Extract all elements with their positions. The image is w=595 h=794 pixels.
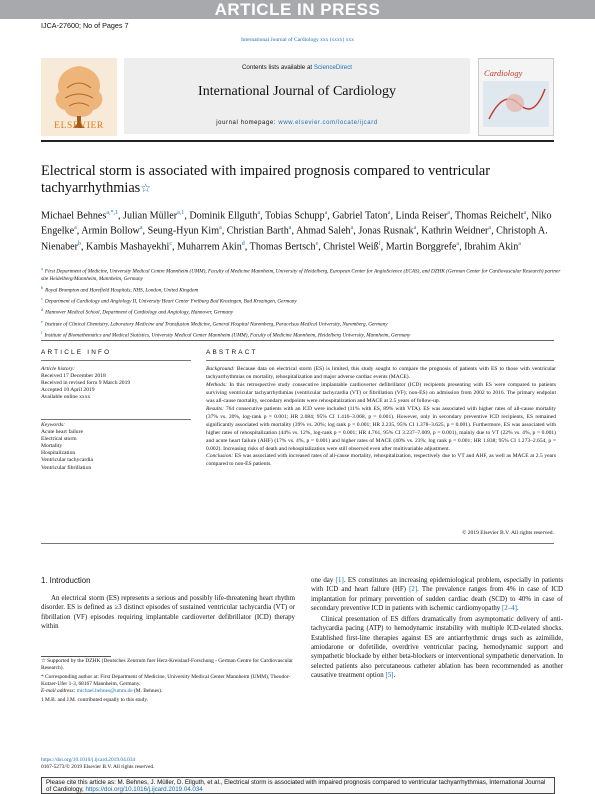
reference-link-1[interactable]: [1] bbox=[335, 577, 344, 584]
history-item: Accepted 10 April 2019 bbox=[41, 386, 95, 393]
author-name[interactable]: Kambis Mashayekhi bbox=[86, 241, 170, 253]
history-item: Received 17 December 2018 bbox=[41, 372, 106, 379]
keyword-item[interactable]: Ventricular tachycardia bbox=[41, 457, 94, 464]
author-separator: , bbox=[327, 210, 333, 222]
keywords-block bbox=[41, 422, 191, 472]
author-affiliation-marker[interactable]: a bbox=[288, 225, 292, 232]
para2-text-b: . ES constitutes an increasing epidemiological problem, especially in patients with ICD and heart failure (HF) bbox=[311, 577, 564, 594]
citation-doi-link[interactable]: https://doi.org/10.1016/j.ijcard.2019.04.034 bbox=[85, 786, 203, 794]
keywords-label: Keywords: bbox=[41, 422, 66, 428]
affiliation-label: c bbox=[41, 296, 43, 302]
abstract-body bbox=[206, 366, 556, 469]
author-affiliation-marker[interactable]: a bbox=[488, 225, 492, 232]
author-name[interactable]: Tobias Schupp bbox=[265, 210, 325, 222]
article-title-text: Electrical storm is associated with impaired prognosis compared to ventricular tachyarrhythmias bbox=[41, 163, 491, 196]
author-affiliation-marker[interactable]: a bbox=[324, 210, 328, 216]
keywords-list bbox=[41, 429, 191, 472]
contents-line bbox=[124, 64, 470, 71]
affiliation-text: Institute of Biomathematics and Medical Statistics, University Medical Center Mannheim (UMM), Faculty of Medicine Mannheim, Heidelberg University, Mannheim, Germany bbox=[44, 332, 411, 339]
author-affiliation-marker[interactable]: b bbox=[78, 240, 81, 247]
affiliation-label: a bbox=[41, 266, 43, 271]
author-name[interactable]: Michael Behnes bbox=[41, 210, 107, 222]
footnote-equal-contribution: 1 M.B. and J.M. contributed equally to this study. bbox=[41, 697, 149, 704]
intro-column-2 bbox=[311, 576, 563, 680]
sciencedirect-link[interactable]: ScienceDirect bbox=[313, 64, 353, 71]
affiliation-label: d bbox=[41, 307, 44, 313]
affiliation-text: Hannover Medical School, Department of Cardiology and Angiology, Hannover, Germany bbox=[45, 310, 234, 317]
para2-text-a: one day bbox=[311, 577, 336, 584]
author-separator: , bbox=[171, 241, 178, 253]
affiliation-label: f bbox=[41, 329, 43, 335]
intro-paragraph-1: An electrical storm (ES) represents a serious and possibly life-threatening heart rhythm disorder. ES is defined as ≥3 distinct episodes of sustained ventricular tachycardia (VT) or fibrillation (VF) episodes requiring implantable cardioverter defibrillator (ICD) therapy within bbox=[41, 595, 295, 631]
affiliation-label: e bbox=[41, 318, 43, 324]
homepage-label: journal homepage: bbox=[216, 120, 279, 126]
author-affiliation-marker[interactable]: a bbox=[74, 225, 77, 232]
author-affiliation-marker[interactable]: e bbox=[315, 240, 319, 247]
abstract-heading: ABSTRACT bbox=[206, 349, 258, 356]
footnotes bbox=[41, 658, 295, 707]
author-name[interactable]: Ibrahim Akin bbox=[464, 241, 519, 253]
keyword-item[interactable]: Ventricular fibrillation bbox=[41, 464, 92, 471]
affiliation-text: Institute of Clinical Chemistry, Laboratory Medicine and Transfusion Medicine, General Hospital Nuremberg, Paracelsus Medical University, Nuremberg, Germany bbox=[44, 321, 388, 328]
homepage-link[interactable]: www.elsevier.com/locate/ijcard bbox=[278, 120, 378, 126]
article-info-heading: ARTICLE INFO bbox=[41, 349, 112, 356]
author-name[interactable]: Kathrin Weidner bbox=[421, 225, 489, 237]
keyword-item[interactable]: Hospitalization bbox=[41, 450, 76, 457]
article-title bbox=[41, 163, 561, 197]
reference-link-5[interactable]: [5] bbox=[385, 671, 394, 679]
cover-title: Cardiology bbox=[484, 68, 523, 78]
affiliation-item bbox=[41, 295, 561, 306]
abstract-copyright: © 2019 Elsevier B.V. All rights reserved. bbox=[462, 530, 554, 536]
author-separator: , bbox=[142, 225, 148, 237]
author-separator: , bbox=[353, 225, 359, 237]
author-separator: , bbox=[184, 210, 190, 222]
publisher-wordmark: ELSEVIER bbox=[54, 121, 104, 131]
journal-title: International Journal of Cardiology bbox=[198, 84, 396, 99]
affiliation-text: First Department of Medicine, University Medical Centre Mannheim (UMM), Faculty of Medicine Mannheim, University of Heidelberg, European Center for AngioScience (ECAS), and DZHK (German Center for Cardiovascular Research) partner site Heidelberg/Mannheim, Mannheim, Germany bbox=[41, 268, 561, 283]
author-separator: , bbox=[491, 225, 497, 237]
author-name[interactable]: Ahmad Saleh bbox=[295, 225, 351, 237]
background-label: Background: bbox=[206, 366, 235, 372]
author-affiliation-marker[interactable]: a bbox=[387, 210, 391, 216]
author-affiliation-marker[interactable]: a,1 bbox=[177, 210, 185, 216]
author-separator: , bbox=[526, 210, 532, 222]
issn-line: 0167-5273/© 2019 Elsevier B.V. All rights reserved. bbox=[41, 764, 155, 771]
keyword-item[interactable]: Mortality bbox=[41, 443, 63, 450]
doi-link[interactable]: https://doi.org/10.1016/j.ijcard.2019.04.034 bbox=[41, 757, 136, 763]
affiliation-list bbox=[41, 265, 561, 340]
author-affiliation-marker[interactable]: a,*,1 bbox=[106, 210, 118, 216]
author-name[interactable]: Christel Weiß bbox=[323, 241, 379, 253]
author-separator: , bbox=[117, 210, 124, 222]
author-name[interactable]: Armin Bollow bbox=[81, 225, 140, 237]
history-item: Received in revised form 9 March 2019 bbox=[41, 379, 131, 386]
journal-homepage bbox=[124, 120, 470, 126]
methods-text: In this retrospective study consecutive implantable cardioverter defibrillator (ICD) recipients presenting with ES were compared to patients surviving ventricular tachyarrhythmias (ventricular tachycardia (VT) or fibrillation (VF); non-ES) on admission from 2002 to 2016. The primary endpoint was all-cause mortality, secondary endpoints were rehospitalization and MACE at 2.5 years of follow-up. bbox=[206, 381, 556, 404]
doi-block bbox=[41, 757, 295, 772]
section-rule bbox=[41, 340, 554, 341]
para3-text-a: Clinical presentation of ES differs dramatically from asymptomatic delivery of anti-tachycardia pacing (ATP) to hemodynamic instability with multiple ICD-related shocks. Established first-line therapies against ES are antiarrhythmic drugs such as azimilide, amiodarone or dofetilide, overdrive ventricular pacing, hemodynamic support and sympathetic blockade by either beta-blockers or interventional sympathetic denervation. In selected patients also percutaneous catheter ablation has been recommended as another causative treatment option bbox=[311, 616, 563, 679]
affiliation-item bbox=[41, 318, 561, 329]
author-affiliation-marker[interactable]: a bbox=[518, 240, 521, 247]
author-affiliation-marker[interactable]: c bbox=[169, 240, 172, 247]
background-text: Because data on electrical storm (ES) is limited, this study sought to compare the prognosis of patients with ES to those with ventricular tachyarrhythmias on mortality, rehospitalization and major adverse cardiac events (MACE). bbox=[206, 366, 556, 380]
affiliation-item bbox=[41, 265, 561, 284]
affiliation-text: Department of Cardiology and Angiology II, University Heart Center Freiburg Bad Krozingen, Bad Krozingen, Germany bbox=[44, 298, 297, 305]
author-name[interactable]: Seung-Hyun Kim bbox=[147, 225, 220, 237]
keyword-item[interactable]: Electrical storm bbox=[41, 436, 77, 443]
author-affiliation-marker[interactable]: a bbox=[447, 210, 451, 216]
history-list bbox=[41, 373, 191, 401]
author-affiliation-marker[interactable]: a bbox=[219, 225, 222, 232]
author-name[interactable]: Christoph A. Nienaber bbox=[41, 225, 548, 253]
methods-label: Methods: bbox=[206, 381, 227, 388]
intro-paragraph-3 bbox=[311, 615, 563, 680]
author-separator: , bbox=[81, 241, 87, 253]
header-rule bbox=[41, 140, 554, 142]
author-affiliation-marker[interactable]: a bbox=[139, 225, 143, 232]
email-label: E-mail address: bbox=[41, 688, 77, 695]
para2-text-c: . The prevalence ranges from 4% in case of ICD implantation for primary prevention of sudden cardiac death (SCD) to 40% in case of secondary preventive ICD in patients with ischemic cardiomyopathy bbox=[311, 586, 563, 612]
keywords-rule bbox=[41, 419, 191, 420]
footnote-rule bbox=[41, 656, 111, 657]
author-affiliation-marker[interactable]: a bbox=[523, 210, 527, 216]
author-affiliation-marker[interactable]: a bbox=[257, 210, 261, 216]
email-link[interactable]: michael.behnes@umm.de bbox=[76, 688, 133, 695]
intro-paragraph-2 bbox=[311, 576, 563, 613]
document-id: IJCA-27600; No of Pages 7 bbox=[41, 21, 129, 30]
author-separator: , bbox=[244, 241, 250, 253]
author-name[interactable]: Christian Barth bbox=[226, 225, 289, 237]
conclusion-text: ES was associated with increased rates of all-cause mortality, rehospitalization, respectively due to VT and AHF, as well as MACE at 2.5 years compared to non-ES patients. bbox=[206, 453, 556, 468]
history-label: Article history: bbox=[41, 366, 76, 372]
reference-link-2[interactable]: [2] bbox=[409, 586, 418, 594]
author-name[interactable]: Thomas Bertsch bbox=[249, 241, 316, 253]
author-separator: , bbox=[318, 241, 324, 253]
affiliation-text: Royal Brompton and Harefield Hospitals, NHS, London, United Kingdom bbox=[45, 287, 199, 294]
author-separator: , bbox=[380, 241, 386, 253]
author-separator: , bbox=[260, 210, 266, 222]
affiliation-item bbox=[41, 284, 561, 295]
author-separator: , bbox=[291, 225, 296, 237]
citation-text bbox=[46, 779, 552, 793]
results-label: Results: bbox=[206, 405, 224, 412]
reference-link-2-4[interactable]: [2–4] bbox=[501, 604, 517, 612]
para2-text-d: . bbox=[516, 604, 519, 612]
funding-star-icon[interactable]: ☆ bbox=[140, 181, 152, 195]
author-name[interactable]: Muharrem Akin bbox=[177, 241, 242, 253]
affiliation-item bbox=[41, 306, 561, 317]
author-affiliation-marker[interactable]: a bbox=[413, 225, 417, 232]
affiliation-label: b bbox=[41, 284, 44, 290]
author-affiliation-marker[interactable]: f bbox=[378, 240, 381, 247]
conclusion-label: Conclusion: bbox=[206, 453, 234, 460]
contents-prefix: Contents lists available at bbox=[241, 64, 314, 71]
email-suffix: (M. Behnes). bbox=[132, 688, 163, 695]
author-name[interactable]: Julian Müller bbox=[123, 210, 178, 222]
article-history bbox=[41, 366, 191, 401]
abstract-end-rule bbox=[41, 543, 554, 544]
author-separator: , bbox=[221, 225, 227, 237]
author-name[interactable]: Dominik Ellguth bbox=[189, 210, 258, 222]
corresponding-text: * Corresponding author at: First Department of Medicine, University Medical Center Mannheim (UMM), Theodor-Kutzer-Ufer 1-3, 68167 Mannheim, Germany. bbox=[41, 674, 291, 688]
author-affiliation-marker[interactable]: d bbox=[241, 240, 245, 247]
author-name[interactable]: Niko Engelke bbox=[41, 210, 552, 237]
journal-citation-link[interactable]: International Journal of Cardiology xxx (xxxx) xxx bbox=[240, 37, 355, 43]
author-affiliation-marker[interactable]: a bbox=[456, 240, 460, 247]
author-name[interactable]: Martin Borggrefe bbox=[385, 241, 457, 253]
author-separator: , bbox=[459, 241, 465, 253]
author-separator: , bbox=[390, 210, 396, 222]
author-separator: , bbox=[76, 225, 82, 237]
author-name[interactable]: Linda Reiser bbox=[395, 210, 448, 222]
abstract-rule bbox=[206, 360, 554, 361]
author-separator: , bbox=[450, 210, 455, 222]
footnote-corresponding bbox=[41, 674, 295, 695]
footnote-funding: ☆ Supported by the DZHK (Deutsches Zentrum fuer Herz-Kreislauf-Forschung - German Centre for Cardiovascular Research). bbox=[41, 658, 293, 672]
affiliation-item bbox=[41, 329, 561, 340]
author-affiliation-marker[interactable]: a bbox=[350, 225, 354, 232]
author-list bbox=[41, 207, 561, 253]
author-name[interactable]: Thomas Reichelt bbox=[454, 210, 524, 222]
author-separator: , bbox=[416, 225, 422, 237]
author-name[interactable]: Gabriel Taton bbox=[332, 210, 388, 222]
article-info-rule bbox=[41, 360, 191, 361]
results-text: 764 consecutive patients with an ICD were included (11% with ES, 89% with VTA). ES was associated with higher rates of all-cause mortality (37% vs. 20%, log-rank p = 0.001; HR 2.084; 95% CI 1.416–3.068, p = 0.001). However, only in secondary preventive ICD recipients, ES remained significantly associated with mortality (39% vs. 20%; log rank p = 0.001; HR 2.235, 95% CI 1.378–3.625, p = 0.001). Furthermore, ES was associated with higher rates of rehospitalization (44% vs. 12%, log-rank p = 0.001; HR 4.761, 95% CI 3.237–7.009, p = 0.001), mainly due to VT (22% vs. 4%, p = 0.001) and acute heart failure (AHF) (17% vs. 4%, p = 0.001) and higher rates of MACE (40% vs. 23%; log rank p = 0.001; HR 1.838; 95% CI 1.273–2.654, p = 0.002). Increasing risks of death and rehospitalization were still observed even after multivariable adjustment. bbox=[206, 405, 556, 452]
introduction-heading: 1. Introduction bbox=[41, 576, 91, 585]
citation-prefix: Please cite this article as: M. Behnes, J. Müller, D. Ellguth, et al., Electrical storm is associated with impaired prognosis compared to ventricular tachyarrhythmias, International Journal of Cardiology, bbox=[46, 779, 546, 794]
para3-text-b: . bbox=[393, 671, 396, 679]
history-item: Available online xxxx bbox=[41, 393, 91, 400]
article-in-press-banner: ARTICLE IN PRESS bbox=[0, 0, 595, 19]
keyword-item[interactable]: Acute heart failure bbox=[41, 429, 83, 436]
author-name[interactable]: Jonas Rusnak bbox=[358, 225, 414, 237]
